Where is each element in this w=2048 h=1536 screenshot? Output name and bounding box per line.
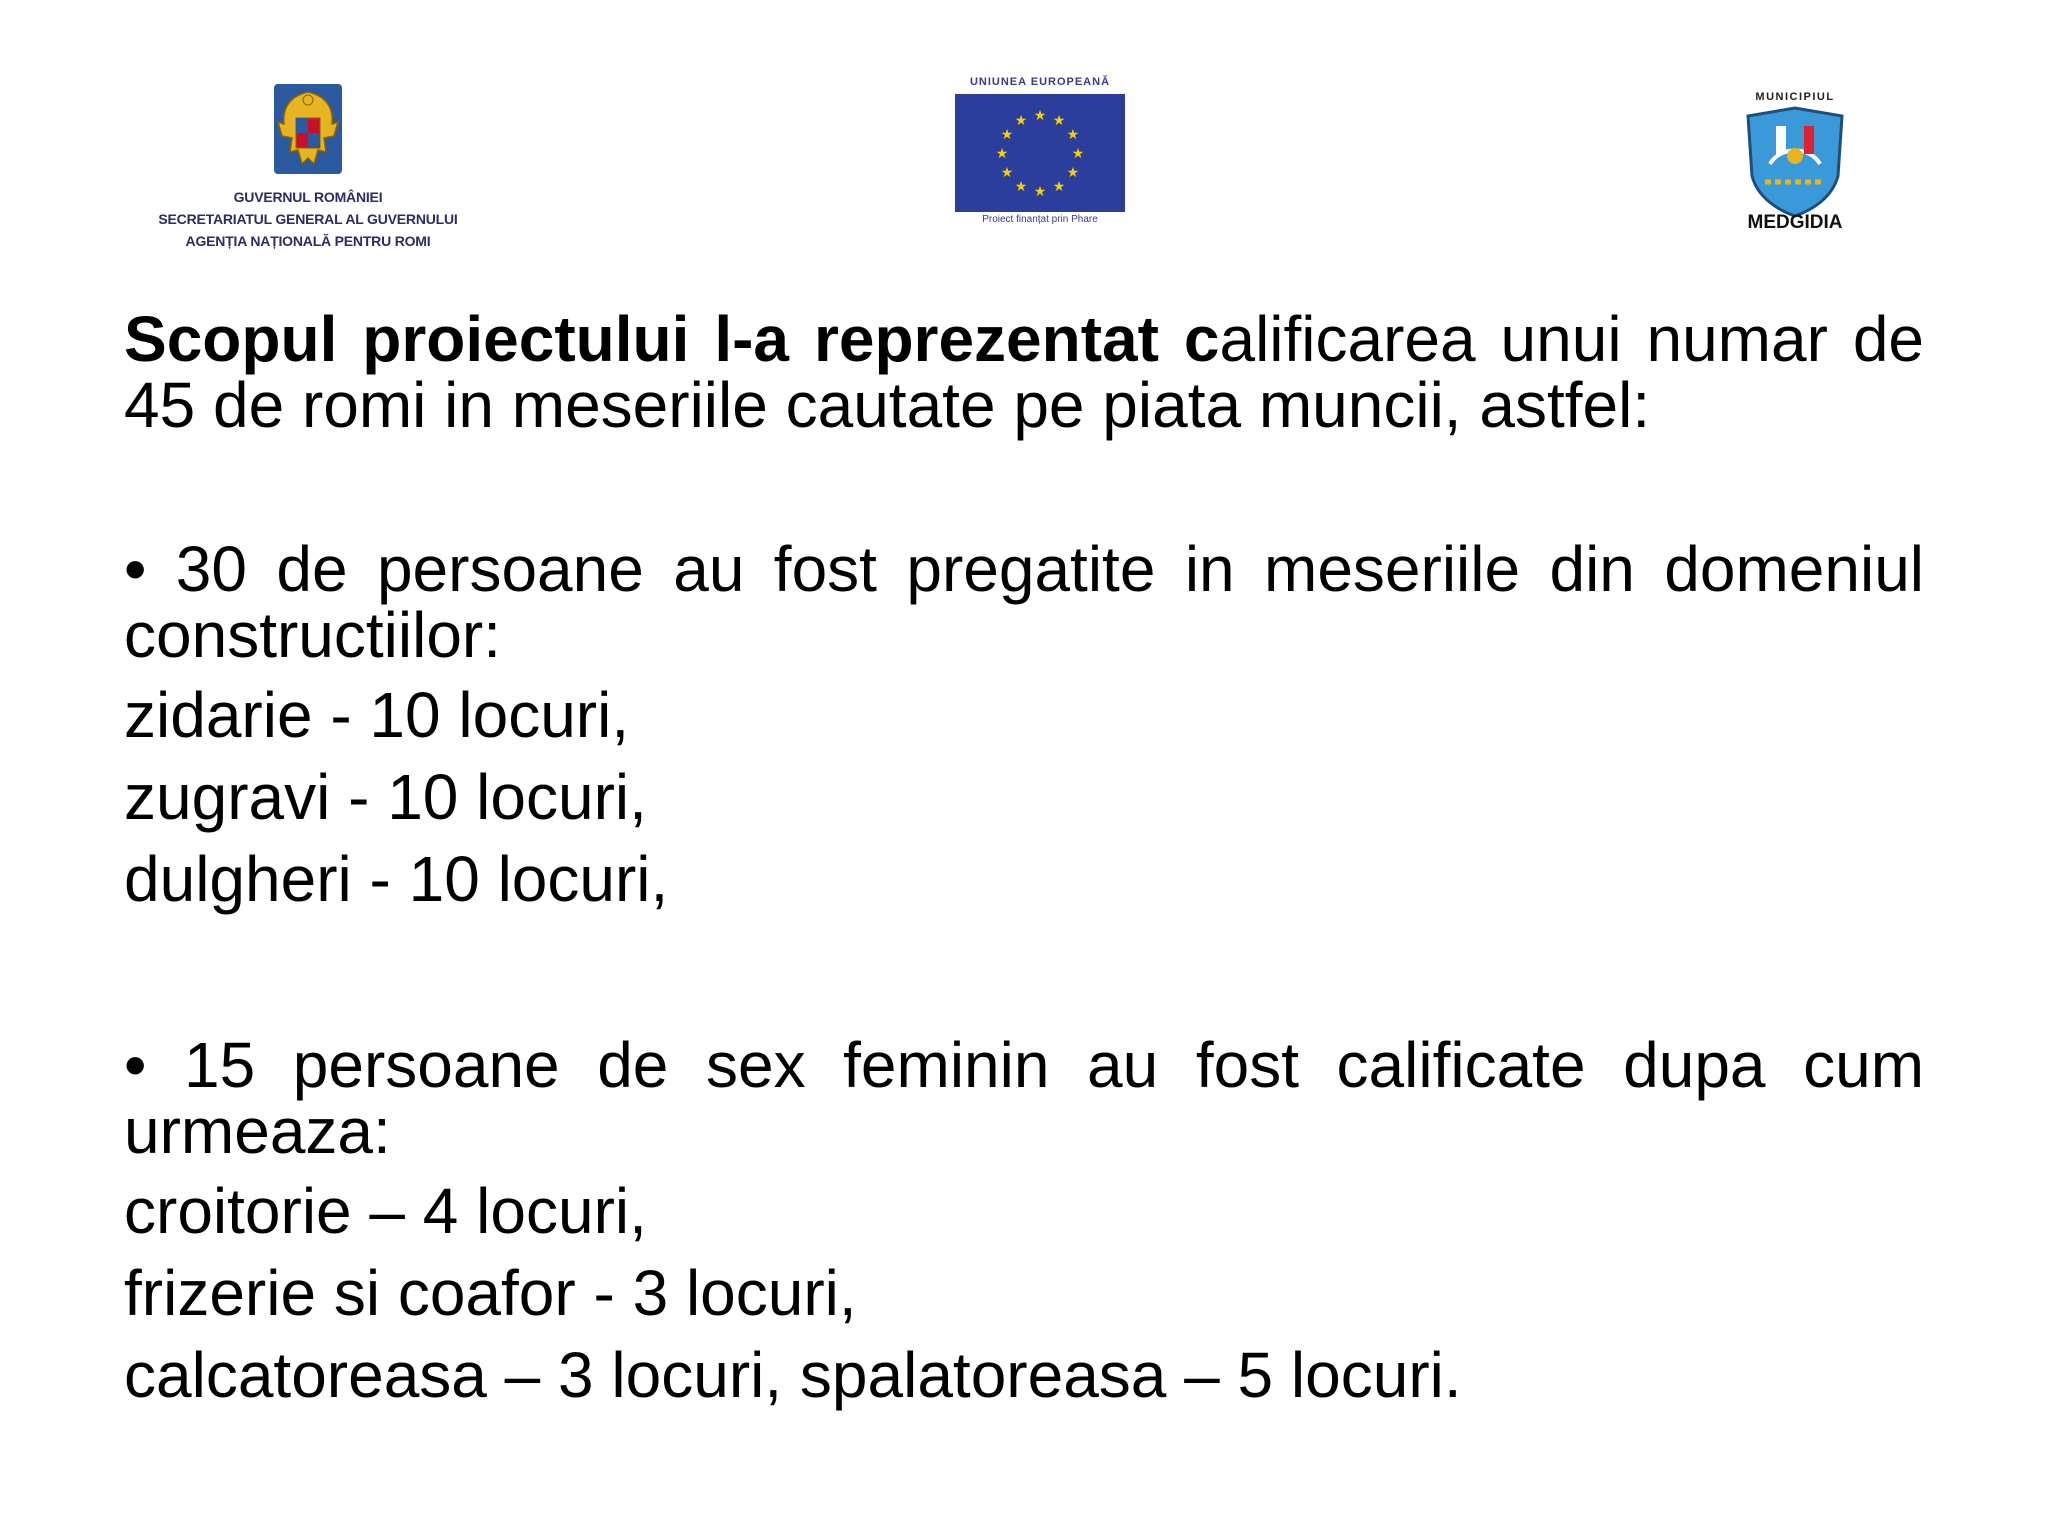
medgidia-top-label: MUNICIPIUL [1755,91,1835,103]
list-item: zidarie - 10 locuri, [124,679,630,751]
eu-star-icon: ★ [1000,127,1014,143]
medgidia-bottom-label: MEDGIDIA [1747,212,1843,233]
eu-flag-icon [955,94,1125,212]
list-item: croitorie – 4 locuri, [124,1175,647,1247]
bullet-construction: • 30 de persoane au fost pregatite in meseriile din domeniul constructiilor: [124,533,1924,671]
eu-star-icon: ★ [1000,165,1014,181]
eu-star-icon: ★ [1066,165,1080,181]
eu-star-icon: ★ [1014,113,1028,130]
eu-star-icon: ★ [1052,113,1066,130]
eu-star-icon: ★ [1033,184,1047,200]
list-item: frizerie si coafor - 3 locuri, [124,1257,857,1329]
bullet-women: • 15 persoane de sex feminin au fost calificate dupa cum urmeaza: [124,1029,1924,1167]
eu-star-icon: ★ [1052,178,1066,195]
eu-star-icon: ★ [1071,146,1085,162]
agency-name: AGENȚIA NAȚIONALĂ PENTRU ROMI [185,233,431,249]
medgidia-logo [1720,86,1870,236]
slide-body [124,303,1925,1411]
list-item: calcatoreasa – 3 locuri, spalatoreasa – 5 locuri. [124,1339,1462,1411]
government-logo [128,78,488,252]
list-item: zugravi - 10 locuri, [124,761,647,833]
eu-star-icon: ★ [1014,178,1028,195]
eu-star-icon: ★ [995,146,1009,162]
eu-star-icon: ★ [1066,127,1080,143]
intro-paragraph [124,303,1925,441]
list-item: dulgheri - 10 locuri, [124,843,669,915]
intro-bold-text: Scopul proiectului l-a reprezentat c [124,303,1220,375]
romanian-coat-of-arms-icon [268,78,348,180]
eu-funding-note: Proiect finanțat prin Phare [982,214,1098,225]
secretariat-name: SECRETARIATUL GENERAL AL GUVERNULUI [158,211,458,227]
medgidia-crest-icon [1720,86,1870,236]
intro-text: alificarea unui numar de 45 de romi in meseriile cautate pe piata muncii, astfel: [124,303,1925,441]
eu-label: UNIUNEA EUROPEANĂ [969,76,1111,88]
eu-logo [950,76,1130,225]
eu-star-icon: ★ [1033,108,1047,124]
government-name: GUVERNUL ROMÂNIEI [233,189,383,205]
